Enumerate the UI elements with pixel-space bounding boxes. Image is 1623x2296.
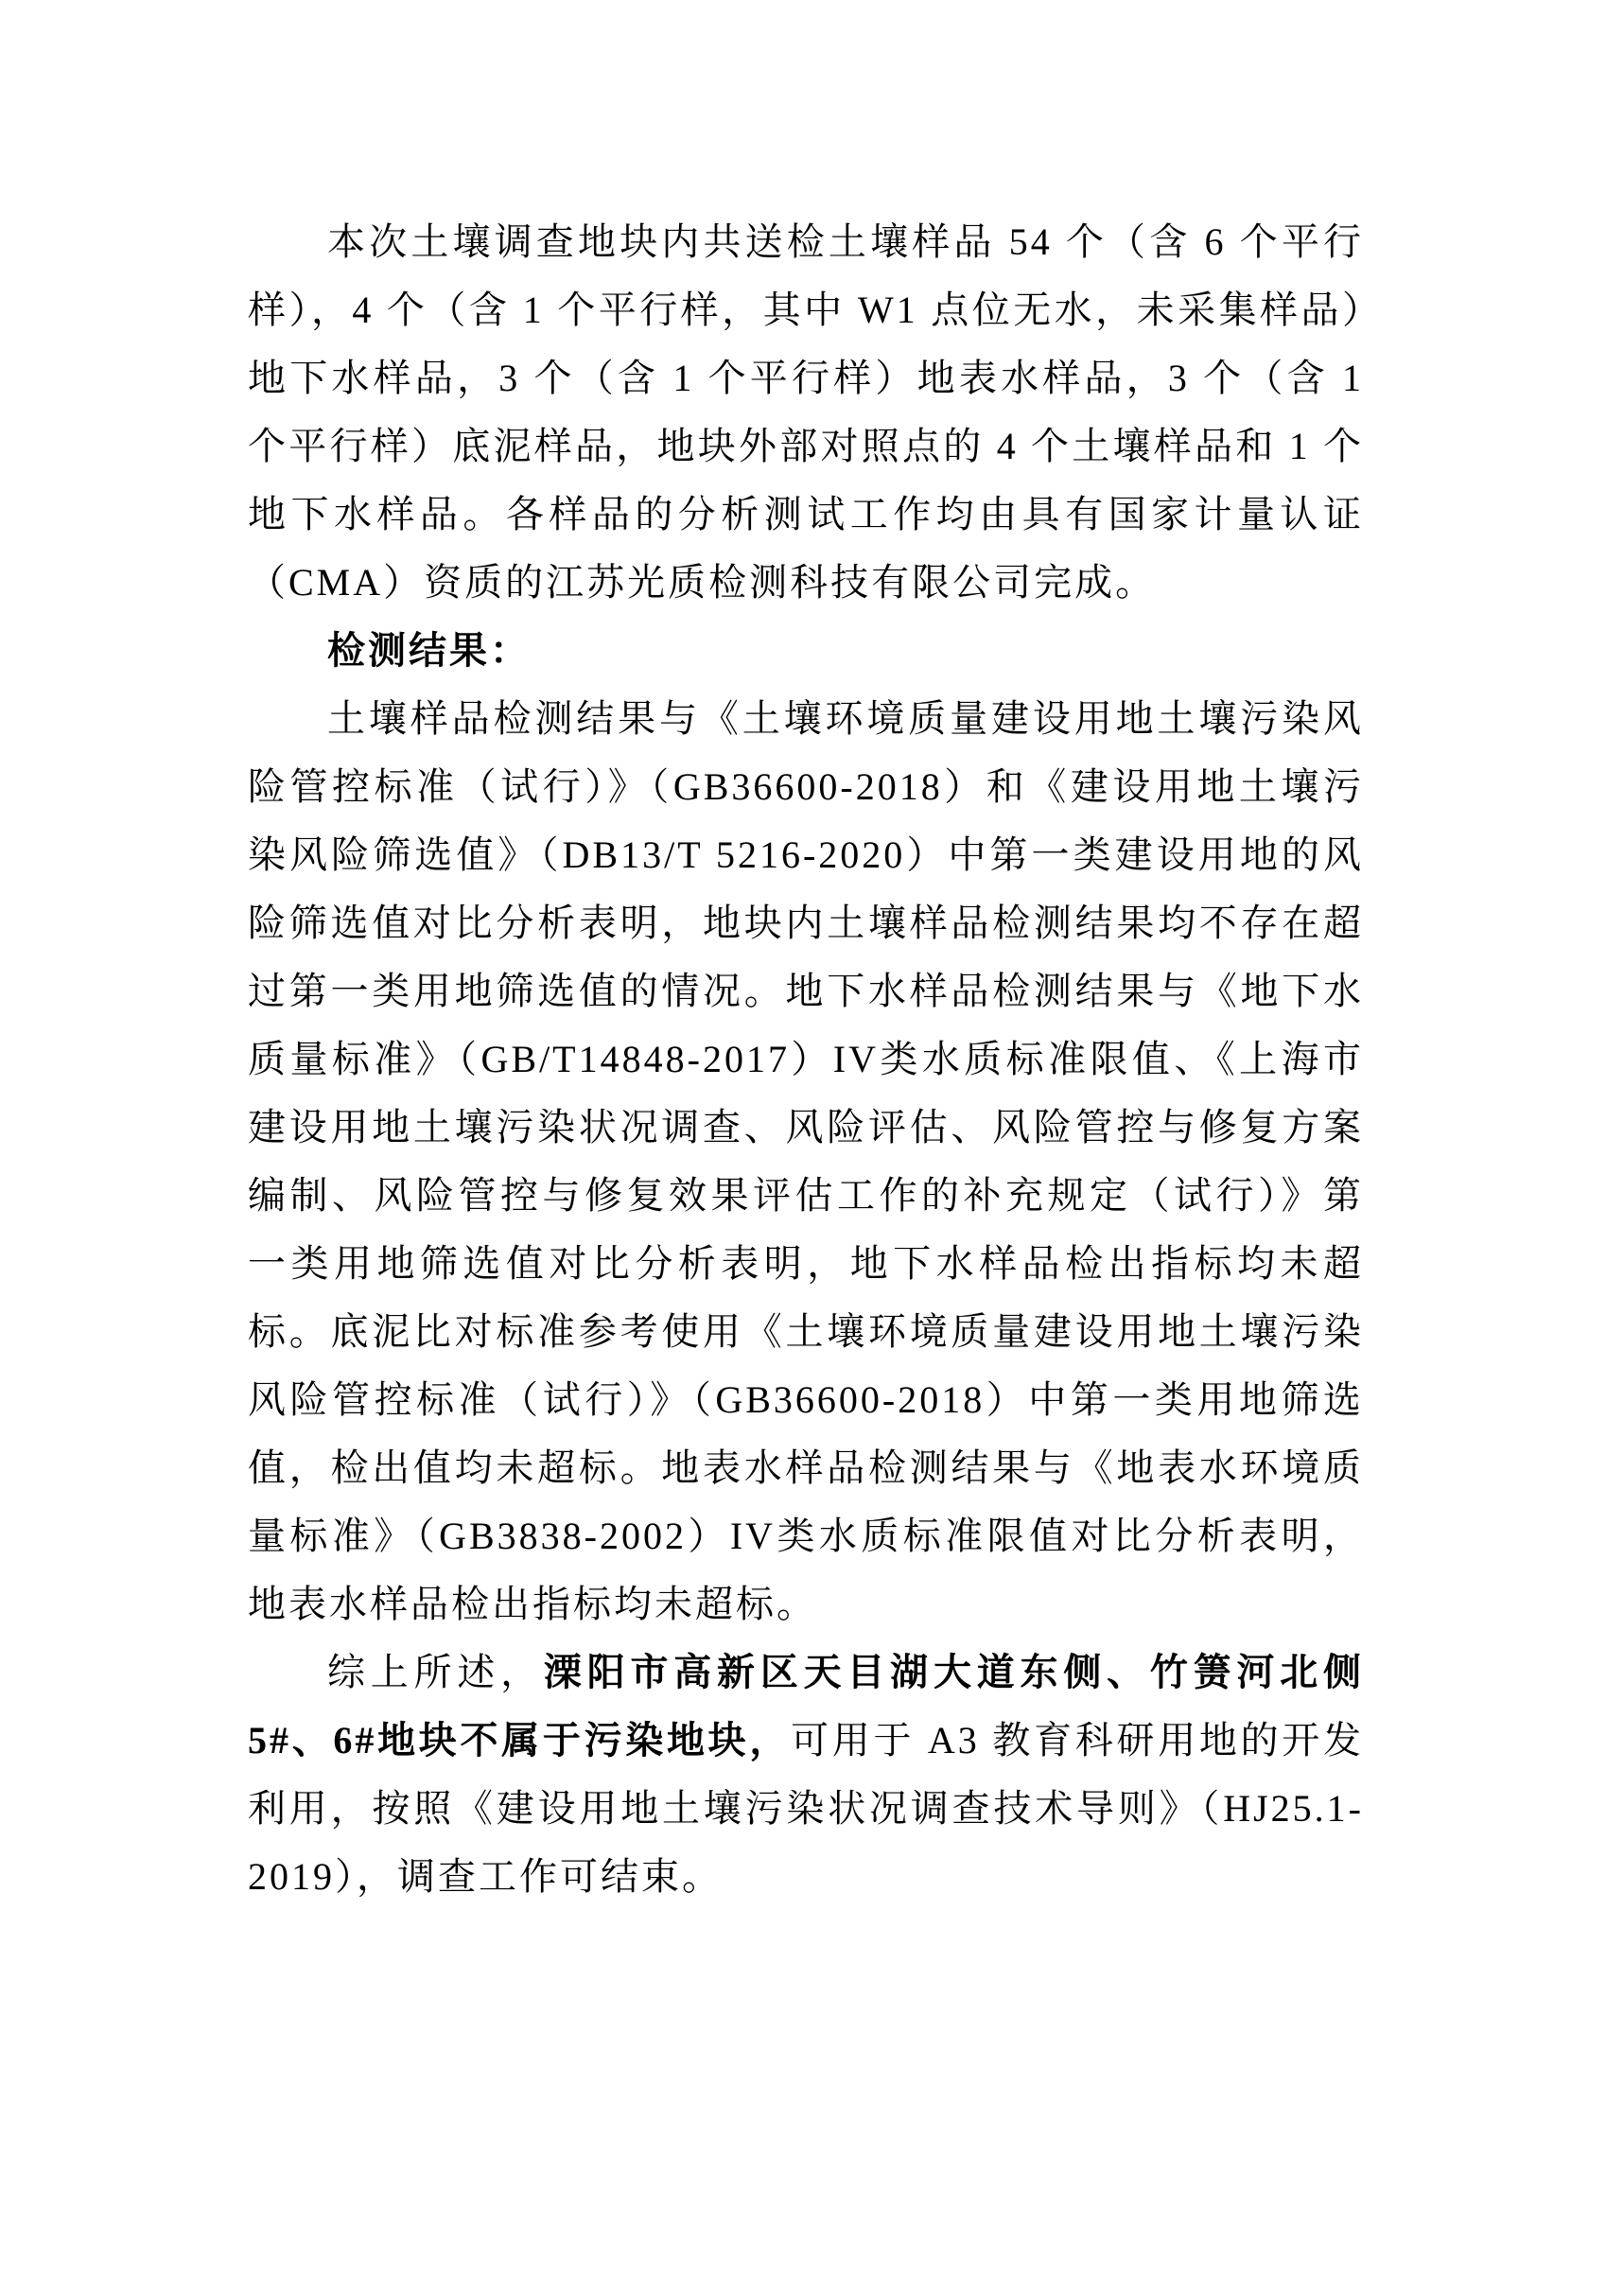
text-run: 检测结果： xyxy=(327,629,531,672)
heading-detection-results xyxy=(248,617,1364,685)
paragraph-test-results-detail xyxy=(248,685,1364,1639)
text-run: 可用于 A3 教育科研用地的开发利用，按照《建设用地土壤污染状况调查技术导则》（HJ25.1-2019），调查工作可结束。 xyxy=(248,1719,1365,1898)
text-run: 土壤样品检测结果与《土壤环境质量建设用地土壤污染风险管控标准（试行）》（GB36600-2018）和《建设用地土壤污染风险筛选值》（DB13/T 5216-2020）中第一类建设用地的风险筛选值对比分析表明，地块内土壤样品检测结果均不存在超过第一类用地筛选值的情况。地下水样品检测结果与《地下水质量标准》（GB/T14848-2017）IV类水质标准限值、《上海市建设用地土壤污染状况调查、风险评估、风险管控与修复方案编制、风险管控与修复效果评估工作的补充规定（试行）》第一类用地筛选值对比分析表明，地下水样品检出指标均未超标。底泥比对标准参考使用《土壤环境质量建设用地土壤污染风险管控标准（试行）》（GB36600-2018）中第一类用地筛选值，检出值均未超标。地表水样品检测结果与《地表水环境质量标准》（GB3838-2002）IV类水质标准限值对比分析表明，地表水样品检出指标均未超标。 xyxy=(248,697,1364,1625)
text-run-bold-site-conclusion: 溧阳市高新区天目湖大道东侧、竹箦河北侧 5#、6#地块不属于污染地块， xyxy=(248,1651,1365,1761)
paragraph-sampling-summary xyxy=(248,208,1364,617)
report-body-text xyxy=(248,208,1364,1911)
text-run: 综上所述， xyxy=(327,1651,544,1693)
paragraph-conclusion xyxy=(248,1639,1364,1911)
text-run: 本次土壤调查地块内共送检土壤样品 54 个（含 6 个平行样），4 个（含 1 个平行样，其中 W1 点位无水，未采集样品）地下水样品，3 个（含 1 个平行样）地表水样品，3 个（含 1 个平行样）底泥样品，地块外部对照点的 4 个土壤样品和 1 个地下水样品。各样品的分析测试工作均由具有国家计量认证（CMA）资质的江苏光质检测科技有限公司完成。 xyxy=(248,220,1364,604)
